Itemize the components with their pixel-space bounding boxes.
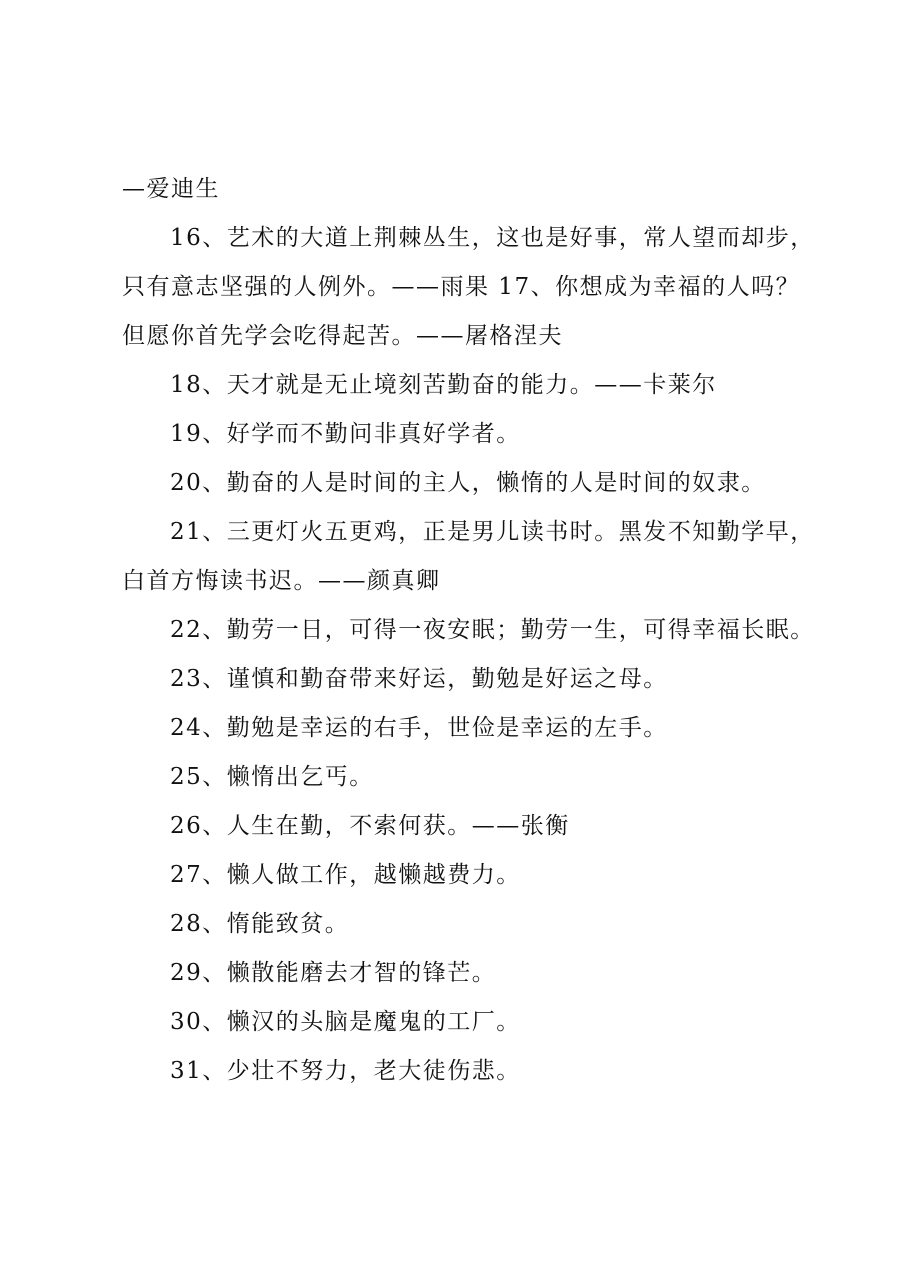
quote-16-line-2: 只有意志坚强的人例外。——雨果 17、你想成为幸福的人吗？ (122, 274, 801, 300)
quote-24: 24、勤勉是幸运的右手，世俭是幸运的左手。 (170, 715, 668, 741)
quote-20: 20、勤奋的人是时间的主人，懒惰的人是时间的奴隶。 (170, 470, 766, 496)
quote-16-line-1: 16、艺术的大道上荆棘丛生，这也是好事，常人望而却步， (170, 225, 815, 251)
quote-25: 25、懒惰出乞丐。 (170, 764, 374, 790)
quote-21-line-1: 21、三更灯火五更鸡，正是男儿读书时。黑发不知勤学早， (170, 519, 815, 545)
quote-29: 29、懒散能磨去才智的锋芒。 (170, 960, 497, 986)
quote-17-line-2: 但愿你首先学会吃得起苦。——屠格涅夫 (122, 323, 563, 349)
quote-26: 26、人生在勤，不索何获。——张衡 (170, 813, 570, 839)
quote-21-line-2: 白首方悔读书迟。——颜真卿 (122, 568, 441, 594)
quote-30: 30、懒汉的头脑是魔鬼的工厂。 (170, 1009, 521, 1035)
quote-22: 22、勤劳一日，可得一夜安眠；勤劳一生，可得幸福长眠。 (170, 617, 815, 643)
quote-27: 27、懒人做工作，越懒越费力。 (170, 862, 521, 888)
document-body (122, 165, 815, 1096)
quote-31: 31、少壮不努力，老大徒伤悲。 (170, 1058, 521, 1084)
quote-18: 18、天才就是无止境刻苦勤奋的能力。——卡莱尔 (170, 372, 717, 398)
quote-28: 28、惰能致贫。 (170, 911, 350, 937)
quote-19: 19、好学而不勤问非真好学者。 (170, 421, 521, 447)
quote-23: 23、谨慎和勤奋带来好运，勤勉是好运之母。 (170, 666, 668, 692)
text-line: —爱迪生 (122, 176, 220, 202)
